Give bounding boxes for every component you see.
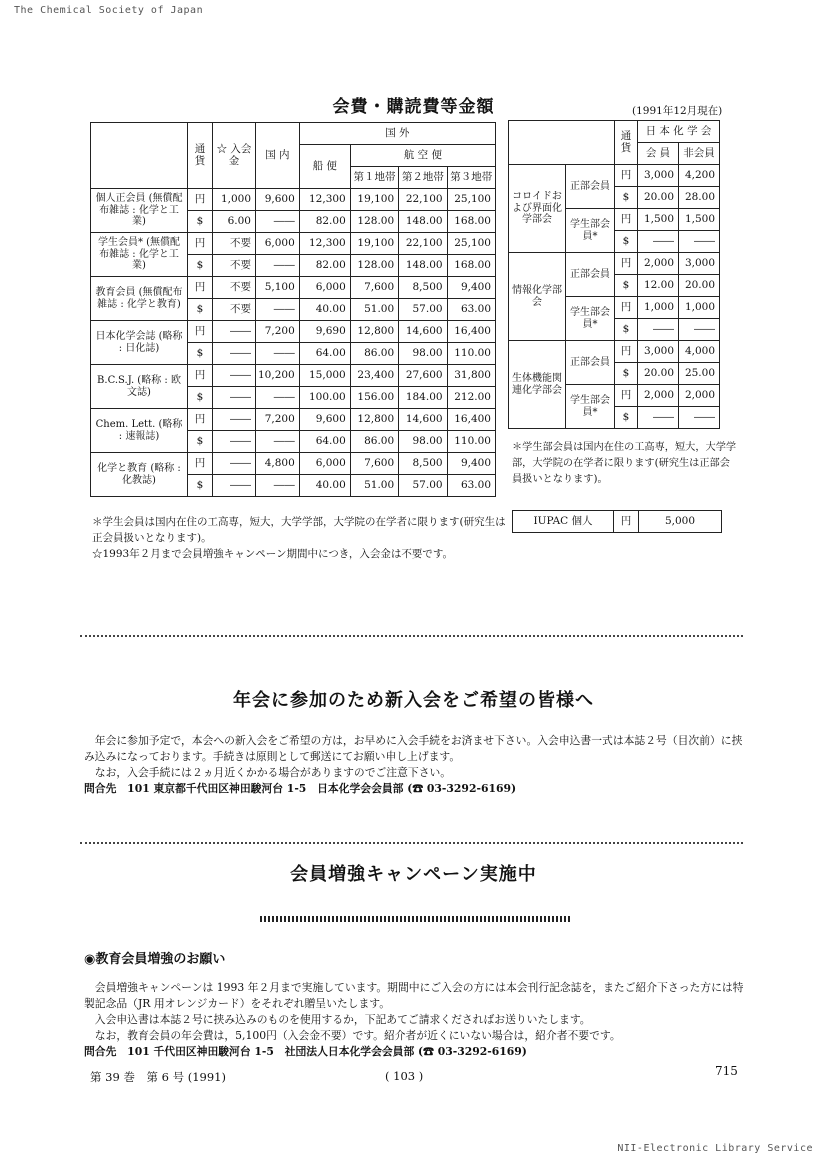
header-entry-fee: ☆ 入会金 xyxy=(213,123,256,189)
fee-value: 12,800 xyxy=(350,321,398,343)
fee-value: $ xyxy=(188,475,213,497)
fee-value: 25,100 xyxy=(447,189,495,211)
fee-value: 5,100 xyxy=(256,277,300,299)
fee-value: ―― xyxy=(213,321,256,343)
fee-category: 教育会員 (無償配布雑誌 : 化学と教育) xyxy=(91,277,188,321)
fee-value: 16,400 xyxy=(447,409,495,431)
fee-row xyxy=(91,189,496,211)
section2-paragraph-1: 年会に参加予定で，本会への新入会をご希望の方は，お早めに入会手続をお済ませ下さい。入会申込書一式は本誌２号（目次前）に挟み込みになっております。手続きは原則として郵送にてお願い申し上げます。 xyxy=(84,734,743,763)
fee-value: 9,600 xyxy=(256,189,300,211)
fee-value: 不要 xyxy=(213,233,256,255)
fee-category: 学生会員* (無償配布雑誌 : 化学と工業) xyxy=(91,233,188,277)
division-value: $ xyxy=(615,407,638,429)
fee-value: 14,600 xyxy=(399,409,447,431)
division-value: 25.00 xyxy=(679,363,720,385)
header-zone-2: 第２地帯 xyxy=(399,167,447,189)
iupac-currency: 円 xyxy=(614,511,639,533)
iupac-label: IUPAC 個人 xyxy=(513,511,614,533)
fee-value: 51.00 xyxy=(350,475,398,497)
fee-category: Chem. Lett. (略称 : 速報誌) xyxy=(91,409,188,453)
fee-value: $ xyxy=(188,299,213,321)
division-value: 20.00 xyxy=(638,363,679,385)
header-society: 日 本 化 学 会 xyxy=(638,121,720,143)
fee-value: 4,800 xyxy=(256,453,300,475)
fee-value: 98.00 xyxy=(399,343,447,365)
member-type: 学生部会員* xyxy=(566,209,615,253)
fee-value: 64.00 xyxy=(299,343,350,365)
section3-contact: 問合先 101 千代田区神田駿河台 1-5 社団法人日本化学会会員部 (☎ 03-3292-6169) xyxy=(84,1045,527,1058)
corner-cell xyxy=(509,121,615,165)
division-value: 3,000 xyxy=(638,341,679,363)
division-value: 4,200 xyxy=(679,165,720,187)
fee-value: 円 xyxy=(188,277,213,299)
fee-value: 円 xyxy=(188,321,213,343)
fee-table xyxy=(90,122,496,497)
fee-row xyxy=(91,365,496,387)
fee-value: 6,000 xyxy=(299,277,350,299)
fee-value: 168.00 xyxy=(447,255,495,277)
nii-footer: NII-Electronic Library Service xyxy=(617,1143,813,1154)
fee-value: 63.00 xyxy=(447,475,495,497)
header-abroad: 国 外 xyxy=(299,123,495,145)
fee-value: 1,000 xyxy=(213,189,256,211)
divider xyxy=(80,635,743,637)
division-value: 2,000 xyxy=(679,385,720,407)
division-value: $ xyxy=(615,319,638,341)
corner-cell xyxy=(91,123,188,189)
fee-value: 16,400 xyxy=(447,321,495,343)
division-value: ―― xyxy=(638,407,679,429)
section3-paragraph-3: なお，教育会員の年会費は，5,100円（入会金不要）です。紹介者が近くにいない場合は，紹介者不要です。 xyxy=(94,1029,621,1042)
fee-value: 8,500 xyxy=(399,277,447,299)
division-note: ＊学生部会員は国内在住の工高専，短大，大学学部，大学院の在学者に限ります(研究生は正部会員扱いとなります)。 xyxy=(512,442,737,485)
fee-value: 8,500 xyxy=(399,453,447,475)
fee-value: 円 xyxy=(188,365,213,387)
fee-category: 日本化学会誌 (略称 : 日化誌) xyxy=(91,321,188,365)
fee-value: 184.00 xyxy=(399,387,447,409)
fee-value: 不要 xyxy=(213,277,256,299)
section2-paragraph-2: なお，入会手続には２ヵ月近くかかる場合がありますのでご注意下さい。 xyxy=(94,766,452,779)
header-zone-1: 第１地帯 xyxy=(350,167,398,189)
fee-value: ―― xyxy=(256,211,300,233)
fee-value: ―― xyxy=(213,409,256,431)
division-value: 円 xyxy=(615,165,638,187)
fee-value: 64.00 xyxy=(299,431,350,453)
fee-value: ―― xyxy=(256,343,300,365)
division-value: $ xyxy=(615,275,638,297)
division-value: $ xyxy=(615,231,638,253)
fee-value: 63.00 xyxy=(447,299,495,321)
fees-date: (1991年12月現在) xyxy=(632,105,723,117)
division-value: 3,000 xyxy=(679,253,720,275)
fee-value: 31,800 xyxy=(447,365,495,387)
fee-value: ―― xyxy=(213,475,256,497)
header-currency: 通貨 xyxy=(188,123,213,189)
division-value: ―― xyxy=(679,407,720,429)
fee-value: ―― xyxy=(256,431,300,453)
fee-value: $ xyxy=(188,211,213,233)
division-value: 円 xyxy=(615,341,638,363)
division-value: 円 xyxy=(615,297,638,319)
fee-value: 7,600 xyxy=(350,453,398,475)
fees-title: 会費・購読費等金額 xyxy=(332,97,495,117)
fee-value: 15,000 xyxy=(299,365,350,387)
division-value: 円 xyxy=(615,253,638,275)
division-value: 1,500 xyxy=(679,209,720,231)
fee-value: 148.00 xyxy=(399,211,447,233)
fee-value: 6.00 xyxy=(213,211,256,233)
fee-value: 12,300 xyxy=(299,233,350,255)
fee-value: ―― xyxy=(256,475,300,497)
fee-value: 27,600 xyxy=(399,365,447,387)
division-value: 円 xyxy=(615,209,638,231)
fee-value: 51.00 xyxy=(350,299,398,321)
fee-value: 円 xyxy=(188,453,213,475)
fee-value: ―― xyxy=(213,453,256,475)
header-domestic: 国 内 xyxy=(256,123,300,189)
header-currency: 通貨 xyxy=(615,121,638,165)
header-zone-3: 第３地帯 xyxy=(447,167,495,189)
division-value: 28.00 xyxy=(679,187,720,209)
division-value: 12.00 xyxy=(638,275,679,297)
fee-category: 個人正会員 (無償配布雑誌 : 化学と工業) xyxy=(91,189,188,233)
fee-value: 128.00 xyxy=(350,255,398,277)
division-value: 円 xyxy=(615,385,638,407)
division-value: ―― xyxy=(638,319,679,341)
header-air: 航 空 便 xyxy=(350,145,495,167)
fee-value: 40.00 xyxy=(299,475,350,497)
fee-category: B.C.S.J. (略称 : 欧文誌) xyxy=(91,365,188,409)
fee-value: 12,300 xyxy=(299,189,350,211)
fee-value: 23,400 xyxy=(350,365,398,387)
fee-category: 化学と教育 (略称 : 化教誌) xyxy=(91,453,188,497)
fee-value: $ xyxy=(188,387,213,409)
division-row xyxy=(509,165,720,187)
division-table xyxy=(508,120,720,429)
division-value: 20.00 xyxy=(638,187,679,209)
fee-value: 57.00 xyxy=(399,475,447,497)
member-type: 正部会員 xyxy=(566,341,615,385)
division-value: 1,500 xyxy=(638,209,679,231)
fee-value: ―― xyxy=(256,387,300,409)
division-value: $ xyxy=(615,363,638,385)
division-value: 3,000 xyxy=(638,165,679,187)
fee-value: 7,200 xyxy=(256,321,300,343)
header-member: 会 員 xyxy=(638,143,679,165)
fee-value: 98.00 xyxy=(399,431,447,453)
fee-value: ―― xyxy=(256,255,300,277)
division-value: 4,000 xyxy=(679,341,720,363)
header-nonmember: 非会員 xyxy=(679,143,720,165)
fee-value: 6,000 xyxy=(299,453,350,475)
fee-value: 7,600 xyxy=(350,277,398,299)
center-page: ( 103 ) xyxy=(385,1069,424,1083)
fee-value: ―― xyxy=(213,343,256,365)
section3-paragraph-1: 会員増強キャンペーンは 1993 年２月まで実施しています。期間中にご入会の方には本会刊行記念誌を，またご紹介下さった方には特製記念品（JR 用オレンジカード）をそれぞれ贈呈いたします。 xyxy=(84,981,744,1010)
fee-value: 9,600 xyxy=(299,409,350,431)
fee-row xyxy=(91,409,496,431)
fee-value: 57.00 xyxy=(399,299,447,321)
fee-value: 9,690 xyxy=(299,321,350,343)
fee-note-1: ＊学生会員は国内在住の工高専，短大，大学学部，大学院の在学者に限ります(研究生は正会員扱いとなります)。 xyxy=(92,516,506,544)
fee-value: 10,200 xyxy=(256,365,300,387)
member-type: 正部会員 xyxy=(566,253,615,297)
division-row xyxy=(509,341,720,363)
fee-value: 22,100 xyxy=(399,233,447,255)
fee-value: 円 xyxy=(188,189,213,211)
fee-value: 不要 xyxy=(213,255,256,277)
fee-value: 12,800 xyxy=(350,409,398,431)
division-value: 1,000 xyxy=(679,297,720,319)
division-value: $ xyxy=(615,187,638,209)
fee-value: 40.00 xyxy=(299,299,350,321)
fee-value: 128.00 xyxy=(350,211,398,233)
section3-title: 会員増強キャンペーン実施中 xyxy=(290,864,537,885)
fee-value: ―― xyxy=(213,431,256,453)
division-value: 2,000 xyxy=(638,253,679,275)
fee-value: 7,200 xyxy=(256,409,300,431)
fee-value: $ xyxy=(188,431,213,453)
fee-value: 円 xyxy=(188,409,213,431)
fee-value: ―― xyxy=(213,365,256,387)
division-name: 生体機能関連化学部会 xyxy=(509,341,566,429)
fee-note-2: ☆1993年２月まで会員増強キャンペーン期間中につき，入会金は不要です。 xyxy=(92,548,454,560)
fee-value: 6,000 xyxy=(256,233,300,255)
volume-info: 第 39 巻 第 6 号 (1991) xyxy=(90,1070,226,1084)
fee-value: ―― xyxy=(213,387,256,409)
division-name: コロイドおよび界面化学部会 xyxy=(509,165,566,253)
section2-title: 年会に参加のため新入会をご希望の皆様へ xyxy=(233,690,594,711)
division-name: 情報化学部会 xyxy=(509,253,566,341)
section2-contact: 問合先 101 東京都千代田区神田駿河台 1-5 日本化学会会員部 (☎ 03-3292-6169) xyxy=(84,782,517,795)
division-value: ―― xyxy=(679,231,720,253)
fee-value: 212.00 xyxy=(447,387,495,409)
fee-value: 86.00 xyxy=(350,343,398,365)
division-row xyxy=(509,253,720,275)
fee-value: 168.00 xyxy=(447,211,495,233)
fee-value: 19,100 xyxy=(350,233,398,255)
fee-row xyxy=(91,453,496,475)
division-value: 1,000 xyxy=(638,297,679,319)
division-value: ―― xyxy=(638,231,679,253)
division-value: 20.00 xyxy=(679,275,720,297)
division-value: 2,000 xyxy=(638,385,679,407)
division-value: ―― xyxy=(679,319,720,341)
fee-value: 19,100 xyxy=(350,189,398,211)
fee-value: 82.00 xyxy=(299,211,350,233)
fee-value: 100.00 xyxy=(299,387,350,409)
member-type: 学生部会員* xyxy=(566,297,615,341)
title-underline xyxy=(260,916,570,922)
page-number: 715 xyxy=(715,1064,738,1078)
fee-value: 25,100 xyxy=(447,233,495,255)
header-ship: 船 便 xyxy=(299,145,350,189)
section3-heading: ◉教育会員増強のお願い xyxy=(84,952,226,967)
divider xyxy=(80,842,743,844)
fee-row xyxy=(91,233,496,255)
fee-value: ―― xyxy=(256,299,300,321)
fee-value: 9,400 xyxy=(447,453,495,475)
fee-value: 82.00 xyxy=(299,255,350,277)
fee-row xyxy=(91,321,496,343)
fee-row xyxy=(91,277,496,299)
member-type: 学生部会員* xyxy=(566,385,615,429)
fee-value: $ xyxy=(188,255,213,277)
fee-value: 86.00 xyxy=(350,431,398,453)
society-header: The Chemical Society of Japan xyxy=(14,5,204,16)
section3-paragraph-2: 入会申込書は本誌２号に挟み込みのものを使用するか，下記あてご請求くださればお送りいたします。 xyxy=(94,1013,591,1026)
fee-value: 110.00 xyxy=(447,343,495,365)
fee-value: 14,600 xyxy=(399,321,447,343)
fee-value: 148.00 xyxy=(399,255,447,277)
fee-value: 110.00 xyxy=(447,431,495,453)
iupac-value: 5,000 xyxy=(639,511,722,533)
fee-value: 9,400 xyxy=(447,277,495,299)
fee-value: 円 xyxy=(188,233,213,255)
fee-value: 156.00 xyxy=(350,387,398,409)
fee-value: 不要 xyxy=(213,299,256,321)
member-type: 正部会員 xyxy=(566,165,615,209)
fee-value: $ xyxy=(188,343,213,365)
iupac-table xyxy=(512,510,722,533)
fee-value: 22,100 xyxy=(399,189,447,211)
